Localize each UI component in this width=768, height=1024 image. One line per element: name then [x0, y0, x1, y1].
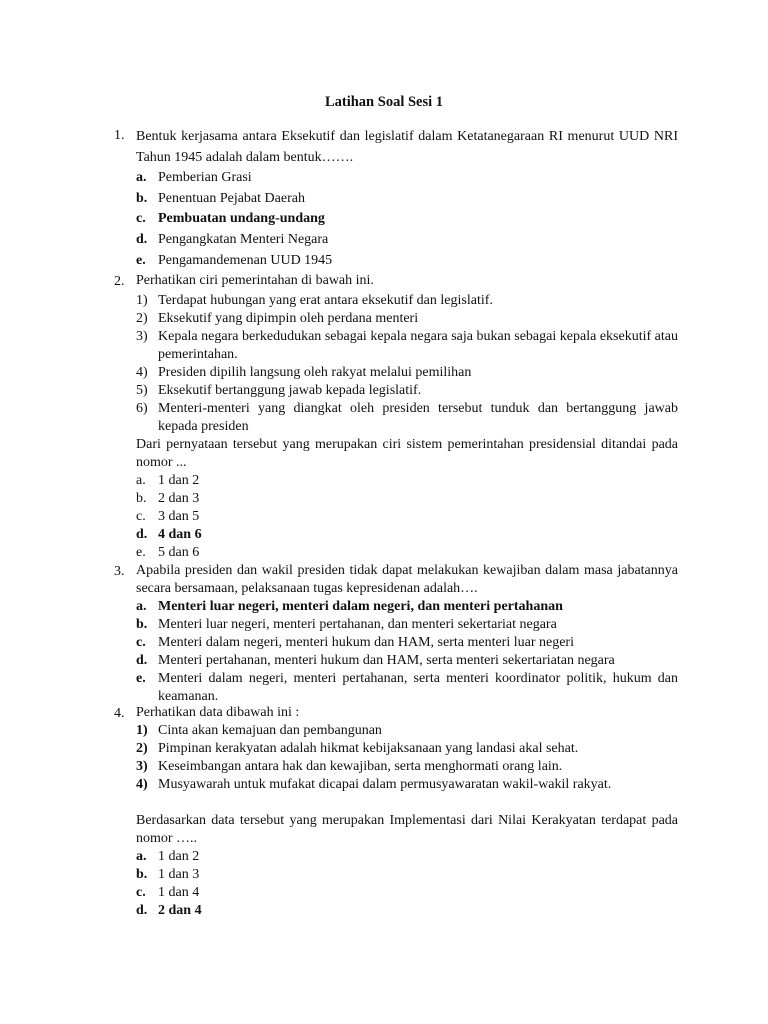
- list-item-text: Eksekutif bertanggung jawab kepada legislatif.: [158, 383, 422, 398]
- option-label: c.: [136, 211, 146, 226]
- option-label: c.: [136, 509, 146, 524]
- option-label: a.: [136, 473, 146, 488]
- option-text: Menteri pertahanan, menteri hukum dan HAM, serta menteri sekertariatan negara: [158, 653, 615, 668]
- list-item-number: 6): [136, 401, 148, 416]
- option-label: d.: [136, 232, 148, 247]
- question-number: 4.: [114, 706, 125, 721]
- option-text: Pengamandemenan UUD 1945: [158, 253, 333, 268]
- list-item-number: 5): [136, 383, 148, 398]
- list-item-number: 4): [136, 777, 148, 792]
- option-text-answer: Pembuatan undang-undang: [158, 211, 325, 226]
- list-item-text: Musyawarah untuk mufakat dicapai dalam permusyawaratan wakil-wakil rakyat.: [158, 777, 612, 792]
- list-item-text: Kepala negara berkedudukan sebagai kepala negara saja bukan sebagai kepala eksekutif atau pemerintahan.: [158, 329, 678, 362]
- list-item-number: 4): [136, 365, 148, 380]
- option-text: 3 dan 5: [158, 509, 200, 524]
- question-prompt: Berdasarkan data tersebut yang merupakan Implementasi dari Nilai Kerakyatan terdapat pada nomor …..: [136, 813, 678, 846]
- option-label: d.: [136, 903, 148, 918]
- option-text: Menteri luar negeri, menteri pertahanan, dan menteri sekertariat negara: [158, 617, 557, 632]
- question-text: Bentuk kerjasama antara Eksekutif dan legislatif dalam Ketatanegaraan RI menurut UUD NRI Tahun 1945 adalah dalam bentuk…….: [136, 129, 678, 165]
- option-text: 2 dan 3: [158, 491, 200, 506]
- question-number: 3.: [114, 564, 125, 579]
- option-label: e.: [136, 671, 146, 686]
- list-item-text: Pimpinan kerakyatan adalah hikmat kebijaksanaan yang landasi akal sehat.: [158, 741, 579, 756]
- question-text: Apabila presiden dan wakil presiden tidak dapat melakukan kewajiban dalam masa jabatannya secara bersamaan, pelaksanaan tugas kepresidenan adalah….: [136, 563, 678, 596]
- question-text: Perhatikan ciri pemerintahan di bawah ini.: [136, 273, 374, 288]
- list-item-text: Terdapat hubungan yang erat antara eksekutif dan legislatif.: [158, 293, 493, 308]
- option-label: b.: [136, 617, 148, 632]
- option-label: b.: [136, 867, 148, 882]
- list-item-text: Eksekutif yang dipimpin oleh perdana menteri: [158, 311, 419, 326]
- option-label: a.: [136, 599, 147, 614]
- option-text: Penentuan Pejabat Daerah: [158, 191, 305, 206]
- option-text-answer: Menteri luar negeri, menteri dalam negeri, dan menteri pertahanan: [158, 599, 563, 614]
- list-item-text: Keseimbangan antara hak dan kewajiban, serta menghormati orang lain.: [158, 759, 563, 774]
- list-item-number: 2): [136, 311, 148, 326]
- option-label: e.: [136, 545, 146, 560]
- option-text: 1 dan 2: [158, 473, 200, 488]
- option-label: a.: [136, 849, 147, 864]
- option-label: c.: [136, 885, 146, 900]
- option-text-answer: 2 dan 4: [158, 903, 202, 918]
- option-label: b.: [136, 191, 148, 206]
- list-item-number: 2): [136, 741, 148, 756]
- page-title: Latihan Soal Sesi 1: [324, 94, 444, 110]
- list-item-number: 1): [136, 293, 148, 308]
- option-text: Menteri dalam negeri, menteri pertahanan, serta menteri koordinator politik, hukum dan keamanan.: [158, 671, 678, 704]
- option-label: e.: [136, 253, 146, 268]
- option-label: d.: [136, 653, 148, 668]
- option-text-answer: 4 dan 6: [158, 527, 202, 542]
- list-item-text: Presiden dipilih langsung oleh rakyat melalui pemilihan: [158, 365, 472, 380]
- question-number: 2.: [114, 274, 125, 289]
- list-item-number: 3): [136, 759, 148, 774]
- option-text: Menteri dalam negeri, menteri hukum dan HAM, serta menteri luar negeri: [158, 635, 574, 650]
- list-item-number: 3): [136, 329, 148, 344]
- option-label: b.: [136, 491, 147, 506]
- option-text: 1 dan 2: [158, 849, 200, 864]
- question-text: Perhatikan data dibawah ini :: [136, 705, 300, 720]
- option-label: d.: [136, 527, 148, 542]
- option-text: 1 dan 3: [158, 867, 200, 882]
- option-text: Pengangkatan Menteri Negara: [158, 232, 329, 247]
- option-label: c.: [136, 635, 146, 650]
- option-label: a.: [136, 170, 147, 185]
- option-text: 1 dan 4: [158, 885, 200, 900]
- option-text: 5 dan 6: [158, 545, 200, 560]
- option-text: Pemberian Grasi: [158, 170, 252, 185]
- list-item-text: Menteri-menteri yang diangkat oleh presiden tersebut tunduk dan bertanggung jawab kepada presiden: [158, 401, 678, 434]
- question-number: 1.: [114, 128, 125, 143]
- list-item-number: 1): [136, 723, 148, 738]
- question-prompt: Dari pernyataan tersebut yang merupakan ciri sistem pemerintahan presidensial ditandai pada nomor ...: [136, 437, 678, 470]
- list-item-text: Cinta akan kemajuan dan pembangunan: [158, 723, 382, 738]
